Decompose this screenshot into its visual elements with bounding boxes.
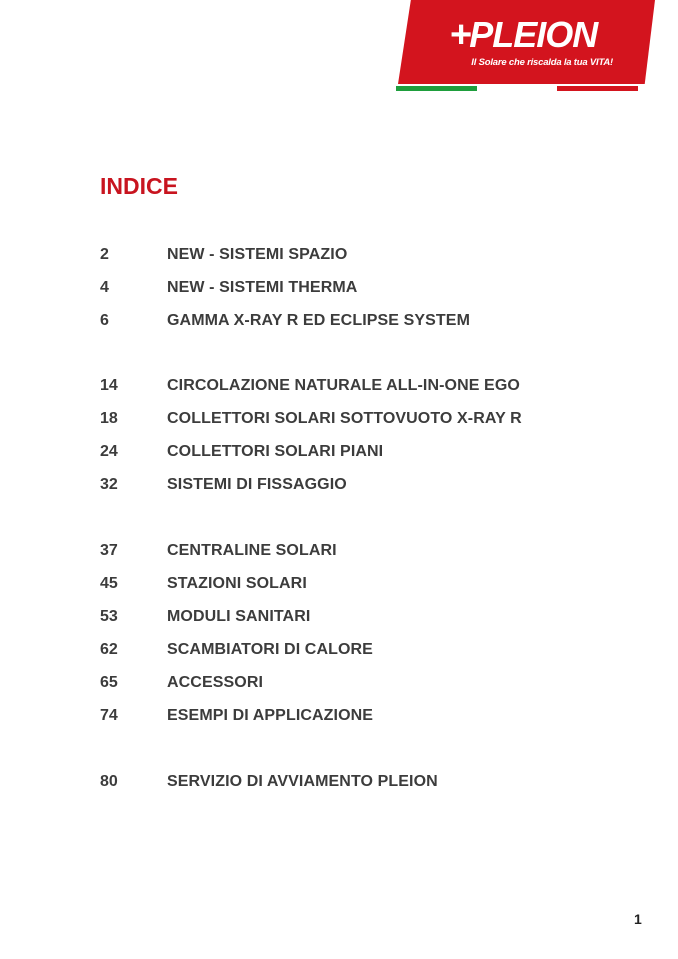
toc-row	[100, 639, 580, 661]
toc-row	[100, 573, 580, 595]
logo-tagline: Il Solare che riscalda la tua VITA!	[471, 57, 613, 68]
toc-row	[100, 672, 580, 694]
toc-row	[100, 474, 580, 496]
toc-page-number: 45	[100, 575, 118, 592]
toc-label: ACCESSORI	[167, 674, 264, 691]
toc-row	[100, 540, 580, 562]
toc-page-number: 62	[100, 641, 118, 658]
toc-page-number: 2	[100, 246, 109, 263]
toc-page-number: 65	[100, 674, 118, 691]
logo-name: PLEION	[469, 14, 598, 55]
toc-row	[100, 441, 580, 463]
toc-row	[100, 244, 580, 266]
flag-green	[396, 86, 477, 91]
toc-label: SISTEMI DI FISSAGGIO	[167, 476, 347, 493]
toc-label: SERVIZIO DI AVVIAMENTO PLEION	[167, 773, 438, 790]
flag-white	[477, 86, 557, 91]
toc-page-number: 6	[100, 312, 109, 329]
toc-row	[100, 277, 580, 299]
toc-label: NEW - SISTEMI THERMA	[167, 279, 358, 296]
toc-page-number: 24	[100, 443, 118, 460]
toc-page-number: 14	[100, 377, 118, 394]
page-number: 1	[634, 911, 642, 927]
logo-wordmark	[450, 13, 597, 57]
toc-row	[100, 705, 580, 727]
toc-page-number: 32	[100, 476, 118, 493]
toc-label: COLLETTORI SOLARI SOTTOVUOTO X-RAY R	[167, 410, 522, 427]
toc-label: SCAMBIATORI DI CALORE	[167, 641, 373, 658]
toc-label: STAZIONI SOLARI	[167, 575, 307, 592]
toc-row	[100, 375, 580, 397]
page-title: INDICE	[100, 173, 178, 199]
toc-label: CIRCOLAZIONE NATURALE ALL-IN-ONE EGO	[167, 377, 520, 394]
toc-page-number: 53	[100, 608, 118, 625]
toc-label: MODULI SANITARI	[167, 608, 311, 625]
toc-page-number: 37	[100, 542, 118, 559]
toc-page-number: 18	[100, 410, 118, 427]
toc-label: GAMMA X-RAY R ED ECLIPSE SYSTEM	[167, 312, 470, 329]
toc-page-number: 80	[100, 773, 118, 790]
flag-red	[557, 86, 638, 91]
toc-page-number: 74	[100, 707, 118, 724]
toc-row	[100, 771, 580, 793]
italian-flag-stripe	[396, 86, 638, 91]
toc-row	[100, 408, 580, 430]
toc-page-number: 4	[100, 279, 109, 296]
toc-row	[100, 310, 580, 332]
logo-plus-icon: +	[450, 14, 472, 56]
toc-label: CENTRALINE SOLARI	[167, 542, 337, 559]
toc-label: NEW - SISTEMI SPAZIO	[167, 246, 348, 263]
toc-label: COLLETTORI SOLARI PIANI	[167, 443, 384, 460]
toc-label: ESEMPI DI APPLICAZIONE	[167, 707, 374, 724]
toc-row	[100, 606, 580, 628]
